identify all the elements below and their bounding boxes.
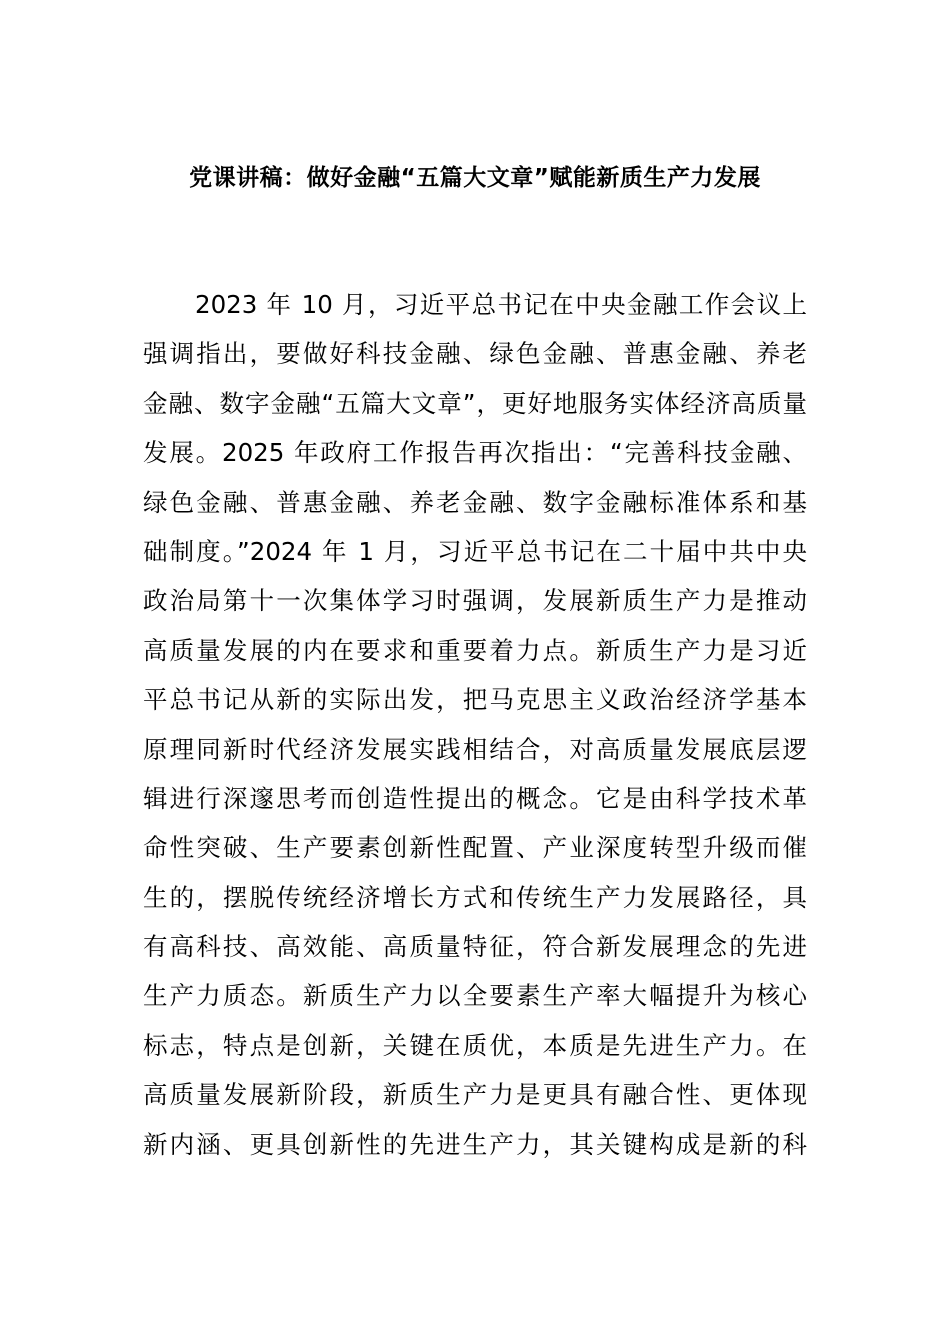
paragraph-line: 绿色金融、普惠金融、养老金融、数字金融标准体系和基 bbox=[143, 487, 807, 517]
paragraph-line: 发展。2025 年政府工作报告再次指出：“完善科技金融、 bbox=[143, 438, 807, 468]
paragraph-line: 高质量发展的内在要求和重要着力点。新质生产力是习近 bbox=[143, 635, 807, 665]
paragraph-line: 辑进行深邃思考而创造性提出的概念。它是由科学技术革 bbox=[143, 783, 807, 813]
paragraph-line: 高质量发展新阶段，新质生产力是更具有融合性、更体现 bbox=[143, 1080, 807, 1110]
body-paragraph bbox=[143, 280, 807, 1169]
paragraph-line: 金融、数字金融“五篇大文章”，更好地服务实体经济高质量 bbox=[143, 388, 807, 418]
paragraph-line: 强调指出，要做好科技金融、绿色金融、普惠金融、养老 bbox=[143, 339, 807, 369]
paragraph-line: 生的，摆脱传统经济增长方式和传统生产力发展路径，具 bbox=[143, 882, 807, 912]
document-title: 党课讲稿：做好金融“五篇大文章”赋能新质生产力发展 bbox=[189, 165, 761, 191]
paragraph-line: 有高科技、高效能、高质量特征，符合新发展理念的先进 bbox=[143, 932, 807, 962]
paragraph-line: 新内涵、更具创新性的先进生产力，其关键构成是新的科 bbox=[143, 1129, 807, 1159]
paragraph-line: 2023 年 10 月，习近平总书记在中央金融工作会议上 bbox=[195, 290, 807, 319]
paragraph-line: 础制度。”2024 年 1 月，习近平总书记在二十届中共中央 bbox=[143, 536, 807, 566]
paragraph-line: 政治局第十一次集体学习时强调，发展新质生产力是推动 bbox=[143, 586, 807, 616]
paragraph-line: 标志，特点是创新，关键在质优，本质是先进生产力。在 bbox=[143, 1030, 807, 1060]
paragraph-line: 原理同新时代经济发展实践相结合，对高质量发展底层逻 bbox=[143, 734, 807, 764]
paragraph-line: 命性突破、生产要素创新性配置、产业深度转型升级而催 bbox=[143, 833, 807, 863]
paragraph-line: 平总书记从新的实际出发，把马克思主义政治经济学基本 bbox=[143, 685, 807, 715]
paragraph-line: 生产力质态。新质生产力以全要素生产率大幅提升为核心 bbox=[143, 981, 807, 1011]
